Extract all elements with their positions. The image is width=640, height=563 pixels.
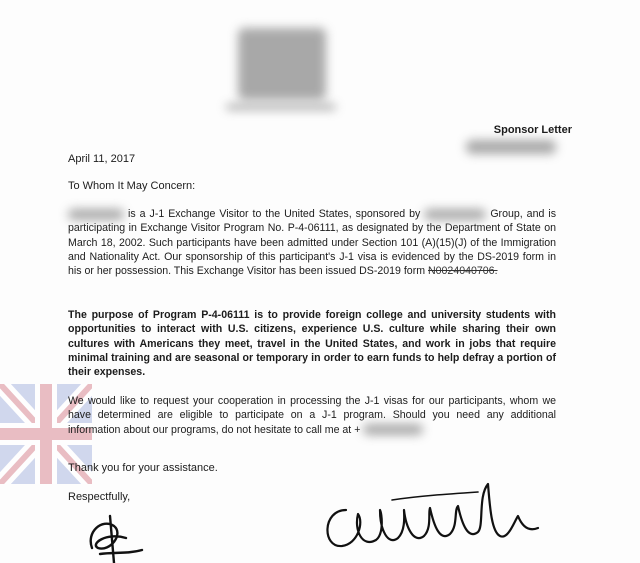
redacted-sponsor-name — [424, 209, 486, 220]
letter-heading: Sponsor Letter — [493, 124, 572, 136]
redacted-recipient — [466, 140, 556, 154]
paragraph-request — [68, 394, 556, 437]
letter-closing: Respectfully, — [68, 491, 131, 503]
ds2019-form-number: N0024040706. — [428, 265, 498, 278]
redacted-phone — [363, 424, 423, 435]
paragraph-request-phone-prefix: + — [354, 423, 361, 436]
paragraph-sponsorship-line1: is a J-1 Exchange Visitor to the United States, sponsored by — [128, 208, 421, 220]
redacted-logo — [238, 28, 326, 100]
paragraph-sponsorship — [68, 207, 556, 278]
letter-thanks: Thank you for your assistance. — [68, 462, 218, 474]
paragraph-program-purpose: The purpose of Program P-4-06111 is to provide foreign college and university students with opportunities to interact with U.S. citizens, experience U.S. culture while sharing their own cultures with Americans they meet, travel in the United States, and work in jobs that require minimal training and are seasonal or temporary in order to earn funds to help defray a portion of their expenses. — [68, 309, 556, 379]
signature-scrawl-icon — [318, 470, 548, 560]
letter-date: April 11, 2017 — [68, 153, 136, 165]
signature-mark-icon — [80, 508, 150, 563]
redacted-address — [226, 104, 336, 110]
letter-salutation: To Whom It May Concern: — [68, 180, 196, 192]
paragraph-request-text: We would like to request your cooperation in processing the J-1 visas for our participants, whom we have determined are eligible to participate on a J-1 program. Should you need any additional information about our programs, do not hesitate to call me at — [68, 395, 556, 436]
paragraph-sponsorship-rest: Group, and is participating in Exchange Visitor Program No. P-4-06111, as designated by the Department of State on March 18, 2002. Such participants have been admitted under Section 101 (A)(15)(J) of the Immigration and Nationality Act. Our sponsorship of this participant's J-1 visa is evidenced by the DS-2019 form in his or her possession. This Exchange Visitor has been issued DS-2019 form — [68, 208, 556, 278]
redacted-participant-name — [68, 209, 124, 220]
